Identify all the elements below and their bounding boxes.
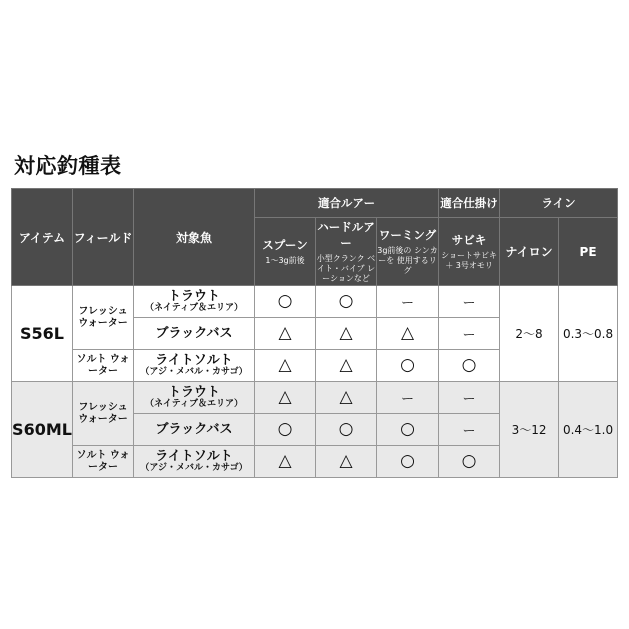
header-spoon-label: スプーン xyxy=(262,238,308,252)
worming-mark: ○ xyxy=(377,350,439,382)
target-fish-sub: （ネイティブ＆エリア） xyxy=(144,399,244,409)
target-fish-cell xyxy=(134,446,255,478)
spoon-mark: △ xyxy=(255,446,316,478)
nylon-value: 3〜12 xyxy=(500,382,559,478)
spoon-mark: △ xyxy=(255,382,316,414)
target-fish-cell xyxy=(134,318,255,350)
worming-mark: ○ xyxy=(377,446,439,478)
header-sabiki-sub: ショートサビキ ＋ 3号オモリ xyxy=(441,251,497,270)
hardlure-mark: ○ xyxy=(316,286,377,318)
nylon-value: 2〜8 xyxy=(500,286,559,382)
pe-value: 0.4〜1.0 xyxy=(559,382,618,478)
header-worming-sub: 3g前後の シンカーを 使用するリグ xyxy=(377,246,438,275)
hardlure-mark: △ xyxy=(316,446,377,478)
header-nylon: ナイロン xyxy=(500,218,559,286)
compatibility-table xyxy=(11,188,618,478)
header-hardlure-sub: 小型クランク ベイト・バイブ レーションなど xyxy=(316,254,376,283)
header-worming-label: ワーミング xyxy=(378,228,437,242)
hardlure-mark: △ xyxy=(316,382,377,414)
field-cell: ソルト ウォーター xyxy=(73,446,134,478)
header-item: アイテム xyxy=(12,189,73,286)
header-sabiki xyxy=(439,218,500,286)
worming-mark: ー xyxy=(377,286,439,318)
field-cell: フレッシュ ウォーター xyxy=(73,382,134,446)
header-hardlure xyxy=(316,218,377,286)
sabiki-mark: ー xyxy=(439,286,500,318)
target-fish-name: ブラックバス xyxy=(155,422,233,437)
header-target: 対象魚 xyxy=(134,189,255,286)
table-header xyxy=(12,189,618,286)
spoon-mark: △ xyxy=(255,318,316,350)
table-row xyxy=(12,286,618,318)
worming-mark: ○ xyxy=(377,414,439,446)
hardlure-mark: △ xyxy=(316,318,377,350)
target-fish-sub: （アジ・メバル・カサゴ） xyxy=(140,367,248,377)
hardlure-mark: ○ xyxy=(316,414,377,446)
header-rig-group: 適合仕掛け xyxy=(439,189,500,218)
spoon-mark: ○ xyxy=(255,414,316,446)
field-cell: フレッシュ ウォーター xyxy=(73,286,134,350)
worming-mark: △ xyxy=(377,318,439,350)
target-fish-cell xyxy=(134,414,255,446)
header-line-group: ライン xyxy=(500,189,618,218)
target-fish-name: トラウト xyxy=(167,289,220,304)
spoon-mark: ○ xyxy=(255,286,316,318)
table-body xyxy=(12,286,618,478)
item-name: S56L xyxy=(12,286,73,382)
target-fish-name: ブラックバス xyxy=(155,326,233,341)
target-fish-name: ライトソルト xyxy=(155,449,233,464)
hardlure-mark: △ xyxy=(316,350,377,382)
sabiki-mark: ー xyxy=(439,318,500,350)
table-row xyxy=(12,382,618,414)
header-sabiki-label: サビキ xyxy=(451,233,487,247)
spoon-mark: △ xyxy=(255,350,316,382)
target-fish-name: トラウト xyxy=(167,385,220,400)
target-fish-cell xyxy=(134,350,255,382)
item-name: S60ML xyxy=(12,382,73,478)
header-spoon xyxy=(255,218,316,286)
field-cell: ソルト ウォーター xyxy=(73,350,134,382)
header-lure-group: 適合ルアー xyxy=(255,189,439,218)
target-fish-name: ライトソルト xyxy=(155,353,233,368)
header-worming xyxy=(377,218,439,286)
worming-mark: ー xyxy=(377,382,439,414)
pe-value: 0.3〜0.8 xyxy=(559,286,618,382)
sabiki-mark: ー xyxy=(439,382,500,414)
target-fish-cell xyxy=(134,286,255,318)
sabiki-mark: ○ xyxy=(439,446,500,478)
header-pe: PE xyxy=(559,218,618,286)
page-title: 対応釣種表 xyxy=(14,154,122,178)
header-hardlure-label: ハードルアー xyxy=(317,220,375,250)
header-spoon-sub: 1〜3g前後 xyxy=(265,256,305,265)
header-field: フィールド xyxy=(73,189,134,286)
sabiki-mark: ○ xyxy=(439,350,500,382)
target-fish-sub: （ネイティブ＆エリア） xyxy=(144,303,244,313)
target-fish-cell xyxy=(134,382,255,414)
target-fish-sub: （アジ・メバル・カサゴ） xyxy=(140,463,248,473)
sabiki-mark: ー xyxy=(439,414,500,446)
